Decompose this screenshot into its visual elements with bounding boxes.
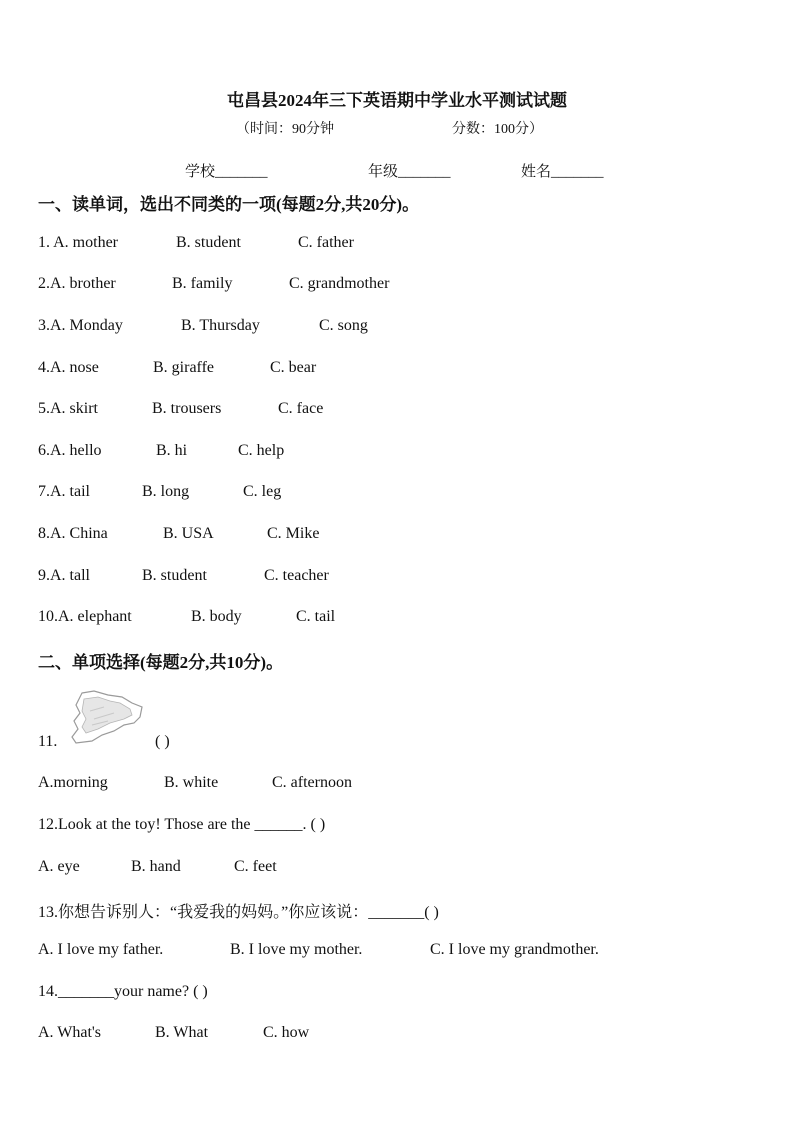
q11-option-a: A.morning (38, 774, 108, 791)
q14-question: 14._______your name? ( ) (38, 983, 208, 1000)
q2-option-b: B. family (172, 275, 233, 292)
q11-answer-paren: ( ) (155, 733, 170, 750)
q12-option-a: A. eye (38, 858, 80, 875)
grade-field: 年级_______ (368, 164, 451, 180)
q7-option-c: C. leg (243, 483, 282, 500)
q8-option-b: B. USA (163, 525, 214, 542)
q13-option-c: C. I love my grandmother. (430, 941, 599, 958)
q3-option-b: B. Thursday (181, 317, 260, 334)
q5-option-b: B. trousers (152, 400, 222, 417)
q7-option-a: 7.A. tail (38, 483, 90, 500)
q14-option-c: C. how (263, 1024, 310, 1041)
q11-number: 11. (38, 733, 58, 750)
q2-option-a: 2.A. brother (38, 275, 116, 292)
q10-option-b: B. body (191, 608, 242, 625)
section1-heading: 一、读单词，选出不同类的一项(每题2分,共20分)。 (38, 195, 420, 214)
q6-option-a: 6.A. hello (38, 442, 102, 459)
cloud-picture (64, 689, 146, 747)
q2-option-c: C. grandmother (289, 275, 390, 292)
q9-option-a: 9.A. tall (38, 567, 90, 584)
q10-option-a: 10.A. elephant (38, 608, 132, 625)
q12-option-c: C. feet (234, 858, 277, 875)
q4-option-b: B. giraffe (153, 359, 215, 376)
q3-option-a: 3.A. Monday (38, 317, 123, 334)
name-field: 姓名_______ (521, 164, 604, 180)
q13-option-a: A. I love my father. (38, 941, 164, 958)
q3-option-c: C. song (319, 317, 368, 334)
q1-option-b: B. student (176, 234, 241, 251)
q8-option-a: 8.A. China (38, 525, 108, 542)
q14-option-b: B. What (155, 1024, 209, 1041)
q5-option-c: C. face (278, 400, 324, 417)
q13-option-b: B. I love my mother. (230, 941, 363, 958)
q11-option-b: B. white (164, 774, 219, 791)
q1-option-a: 1. A. mother (38, 234, 118, 251)
q4-option-c: C. bear (270, 359, 317, 376)
page-title: 屯昌县2024年三下英语期中学业水平测试试题 (227, 91, 567, 110)
q5-option-a: 5.A. skirt (38, 400, 98, 417)
q1-option-c: C. father (298, 234, 354, 251)
q14-option-a: A. What's (38, 1024, 102, 1041)
q6-option-b: B. hi (156, 442, 188, 459)
q12-question: 12.Look at the toy! Those are the ______. ( ) (38, 816, 326, 833)
q13-question: 13.你想告诉别人：“我爱我的妈妈。”你应该说：_______( ) (38, 904, 439, 921)
q7-option-b: B. long (142, 483, 190, 500)
q12-option-b: B. hand (131, 858, 181, 875)
q9-option-c: C. teacher (264, 567, 329, 584)
q9-option-b: B. student (142, 567, 207, 584)
exam-score: 分数：100分） (452, 122, 543, 137)
exam-time: （时间：90分钟 (236, 122, 334, 137)
school-field: 学校_______ (185, 164, 268, 180)
q11-option-c: C. afternoon (272, 774, 352, 791)
section2-heading: 二、单项选择(每题2分,共10分)。 (38, 653, 284, 672)
q10-option-c: C. tail (296, 608, 336, 625)
q6-option-c: C. help (238, 442, 285, 459)
q8-option-c: C. Mike (267, 525, 320, 542)
q4-option-a: 4.A. nose (38, 359, 99, 376)
